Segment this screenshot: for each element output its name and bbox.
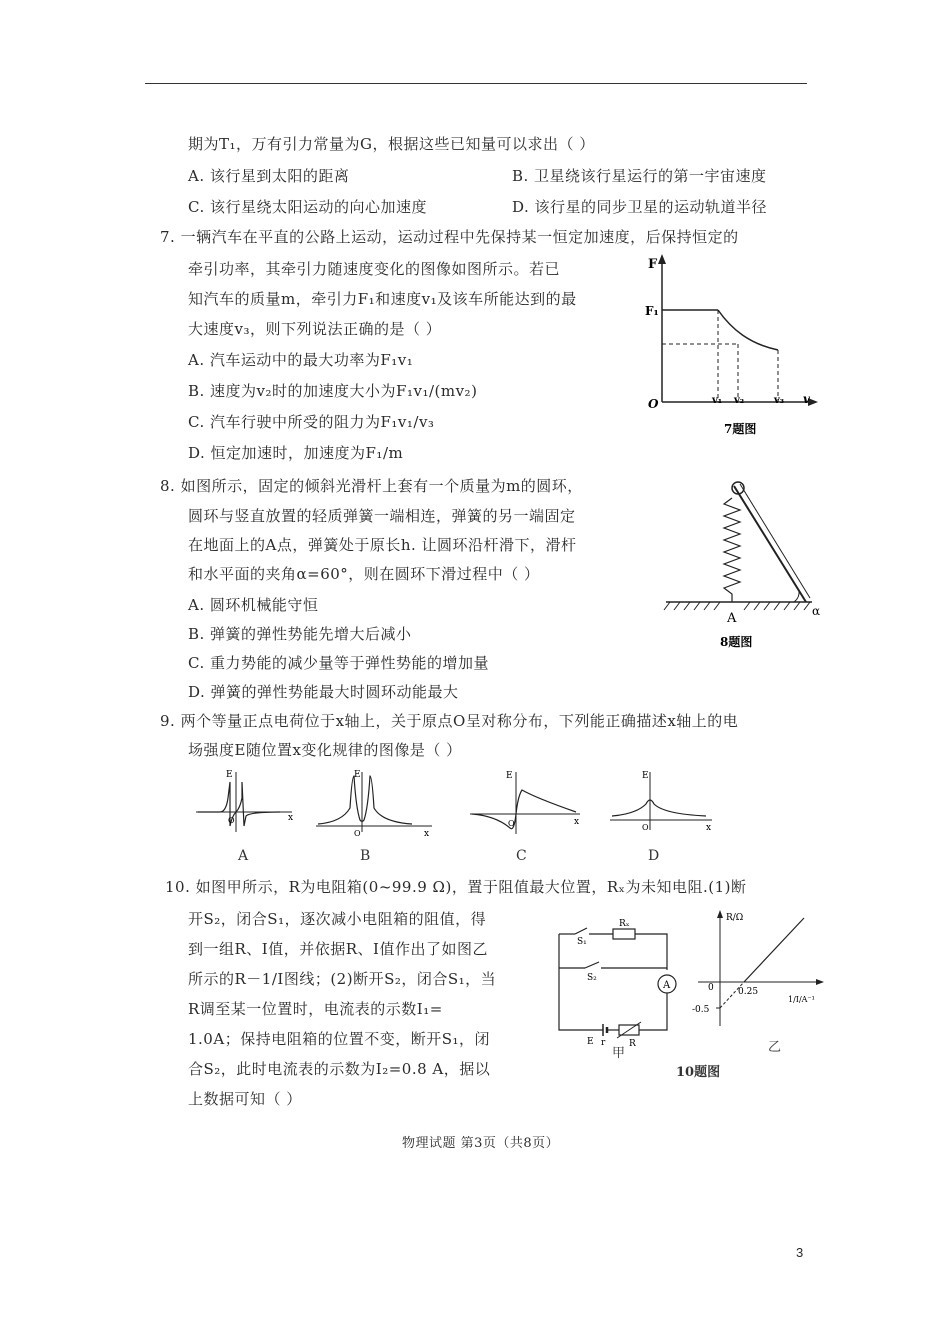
q9-graph-d-axis-e: E — [642, 771, 649, 781]
q10-line-4: 所示的R－1/I图线；(2)断开S₂，闭合S₁，当 — [188, 970, 497, 988]
q7-option-d: D. 恒定加速时，加速度为F₁/m — [188, 444, 404, 462]
q10-s1-label: S₁ — [577, 937, 587, 947]
q10-s2-label: S₂ — [587, 973, 597, 983]
q8-caption: 8题图 — [720, 635, 753, 649]
q7-origin-label: O — [648, 397, 659, 411]
q7-tick-v3: v₃ — [774, 395, 785, 406]
q9-graph-c — [466, 768, 586, 838]
q10-line-8: 上数据可知（ ） — [188, 1090, 302, 1108]
q10-emf-label: E — [587, 1037, 594, 1047]
q10-circuit-caption: 甲 — [612, 1046, 626, 1061]
q10-graph-origin: 0 — [708, 983, 714, 993]
q6-option-b: B. 卫星绕该行星运行的第一宇宙速度 — [512, 167, 767, 185]
q7-caption: 7题图 — [724, 422, 757, 436]
q7-line-3: 知汽车的质量m，牵引力F₁和速度v₁及该车所能达到的最 — [188, 290, 577, 308]
q9-line-2: 场强度E随位置x变化规律的图像是（ ） — [188, 741, 462, 759]
q9-graph-d-label: D — [648, 848, 660, 864]
q7-axis-f-label: F — [648, 257, 658, 272]
q9-graph-d — [606, 768, 718, 838]
q7-option-c: C. 汽车行驶中所受的阻力为F₁v₁/v₃ — [188, 413, 435, 431]
q8-option-c: C. 重力势能的减少量等于弹性势能的增加量 — [188, 654, 489, 672]
q6-option-d: D. 该行星的同步卫星的运动轨道半径 — [512, 198, 768, 216]
q10-graph-y-intercept: -0.5 — [692, 1005, 710, 1015]
q7-tick-v1: v₁ — [712, 395, 723, 406]
q7-f1-label: F₁ — [645, 304, 659, 318]
q10-ammeter-label: A — [663, 980, 671, 991]
q6-line-1: 期为T₁，万有引力常量为G，根据这些已知量可以求出（ ） — [188, 135, 595, 153]
q9-graph-b — [312, 768, 437, 838]
q6-option-a: A. 该行星到太阳的距离 — [188, 167, 350, 185]
q8-line-1: 8. 如图所示，固定的倾斜光滑杆上套有一个质量为m的圆环， — [160, 477, 583, 495]
q7-axis-v-label: v — [803, 392, 810, 406]
q8-figure — [660, 470, 830, 655]
q9-graph-c-axis-e: E — [506, 771, 513, 781]
q10-figure-caption: 10题图 — [676, 1065, 721, 1080]
q10-line-7: 合S₂，此时电流表的示数为I₂=0.8 A，据以 — [188, 1060, 491, 1078]
q9-graph-c-origin: O — [508, 819, 515, 828]
q7-figure — [640, 252, 825, 457]
q9-graph-a-axis-x: x — [288, 813, 294, 823]
q9-graph-b-axis-x: x — [424, 829, 430, 838]
q9-graph-c-label: C — [516, 848, 527, 864]
q7-option-a: A. 汽车运动中的最大功率为F₁v₁ — [188, 351, 414, 369]
q9-graph-a-origin: O — [228, 816, 235, 825]
q10-line-6: 1.0A；保持电阻箱的位置不变，断开S₁，闭 — [188, 1030, 490, 1048]
page-number: 3 — [796, 1245, 804, 1260]
q10-graph-x-intercept: 0.25 — [738, 987, 759, 997]
q9-graph-a-label: A — [238, 848, 249, 864]
q10-r-label: r — [601, 1038, 606, 1048]
q9-graph-a — [190, 768, 300, 838]
q8-option-d: D. 弹簧的弹性势能最大时圆环动能最大 — [188, 683, 459, 701]
q10-line-3: 到一组R、I值，并依据R、I值作出了如图乙 — [188, 940, 488, 958]
q10-graph-caption: 乙 — [768, 1040, 782, 1055]
q10-rx-label: Rₓ — [619, 919, 630, 929]
q7-line-4: 大速度v₃，则下列说法正确的是（ ） — [188, 320, 442, 338]
header-rule — [145, 83, 807, 84]
q8-line-3: 在地面上的A点，弹簧处于原长h. 让圆环沿杆滑下，滑杆 — [188, 536, 577, 554]
q7-option-b: B. 速度为v₂时的加速度大小为F₁v₁/(mv₂) — [188, 382, 478, 400]
q9-graph-d-axis-x: x — [706, 823, 712, 833]
q8-angle-label: α — [812, 604, 821, 618]
q8-point-a-label: A — [727, 611, 737, 626]
q7-line-1: 7. 一辆汽车在平直的公路上运动，运动过程中先保持某一恒定加速度，后保持恒定的 — [160, 228, 739, 246]
q10-circuit-figure — [545, 912, 685, 1052]
q9-graph-d-origin: O — [642, 823, 649, 832]
q9-graph-a-axis-e: E — [226, 770, 233, 780]
q10-line-1: 10. 如图甲所示，R为电阻箱(0~99.9 Ω)，置于阻值最大位置，Rₓ为未知电阻.(1)断 — [165, 878, 747, 896]
q10-line-5: R调至某一位置时，电流表的示数I₁= — [188, 1000, 443, 1018]
q9-graph-b-label: B — [360, 848, 371, 864]
q10-line-2: 开S₂，闭合S₁，逐次减小电阻箱的阻值，得 — [188, 910, 487, 928]
q9-graph-c-axis-x: x — [574, 817, 580, 827]
q6-option-c: C. 该行星绕太阳运动的向心加速度 — [188, 198, 427, 216]
q7-tick-v2: v₂ — [734, 395, 745, 406]
q8-line-4: 和水平面的夹角α=60°，则在圆环下滑过程中（ ） — [188, 565, 540, 583]
q9-graph-b-origin: O — [354, 829, 361, 838]
q8-option-b: B. 弹簧的弹性势能先增大后减小 — [188, 625, 412, 643]
q8-option-a: A. 圆环机械能守恒 — [188, 596, 319, 614]
q8-line-2: 圆环与竖直放置的轻质弹簧一端相连，弹簧的另一端固定 — [188, 507, 576, 525]
page-footer: 物理试题 第3页（共8页） — [402, 1136, 560, 1151]
q7-line-2: 牵引功率，其牵引力随速度变化的图像如图所示。若已 — [188, 260, 561, 278]
q10-graph-y-label: R/Ω — [726, 913, 744, 923]
q9-graph-b-axis-e: E — [354, 770, 361, 780]
q10-graph-figure — [690, 906, 830, 1031]
q9-line-1: 9. 两个等量正点电荷位于x轴上，关于原点O呈对称分布，下列能正确描述x轴上的电 — [160, 712, 739, 730]
q10-rbox-label: R — [629, 1039, 636, 1049]
q10-graph-x-label: 1/I/A⁻¹ — [788, 995, 815, 1004]
